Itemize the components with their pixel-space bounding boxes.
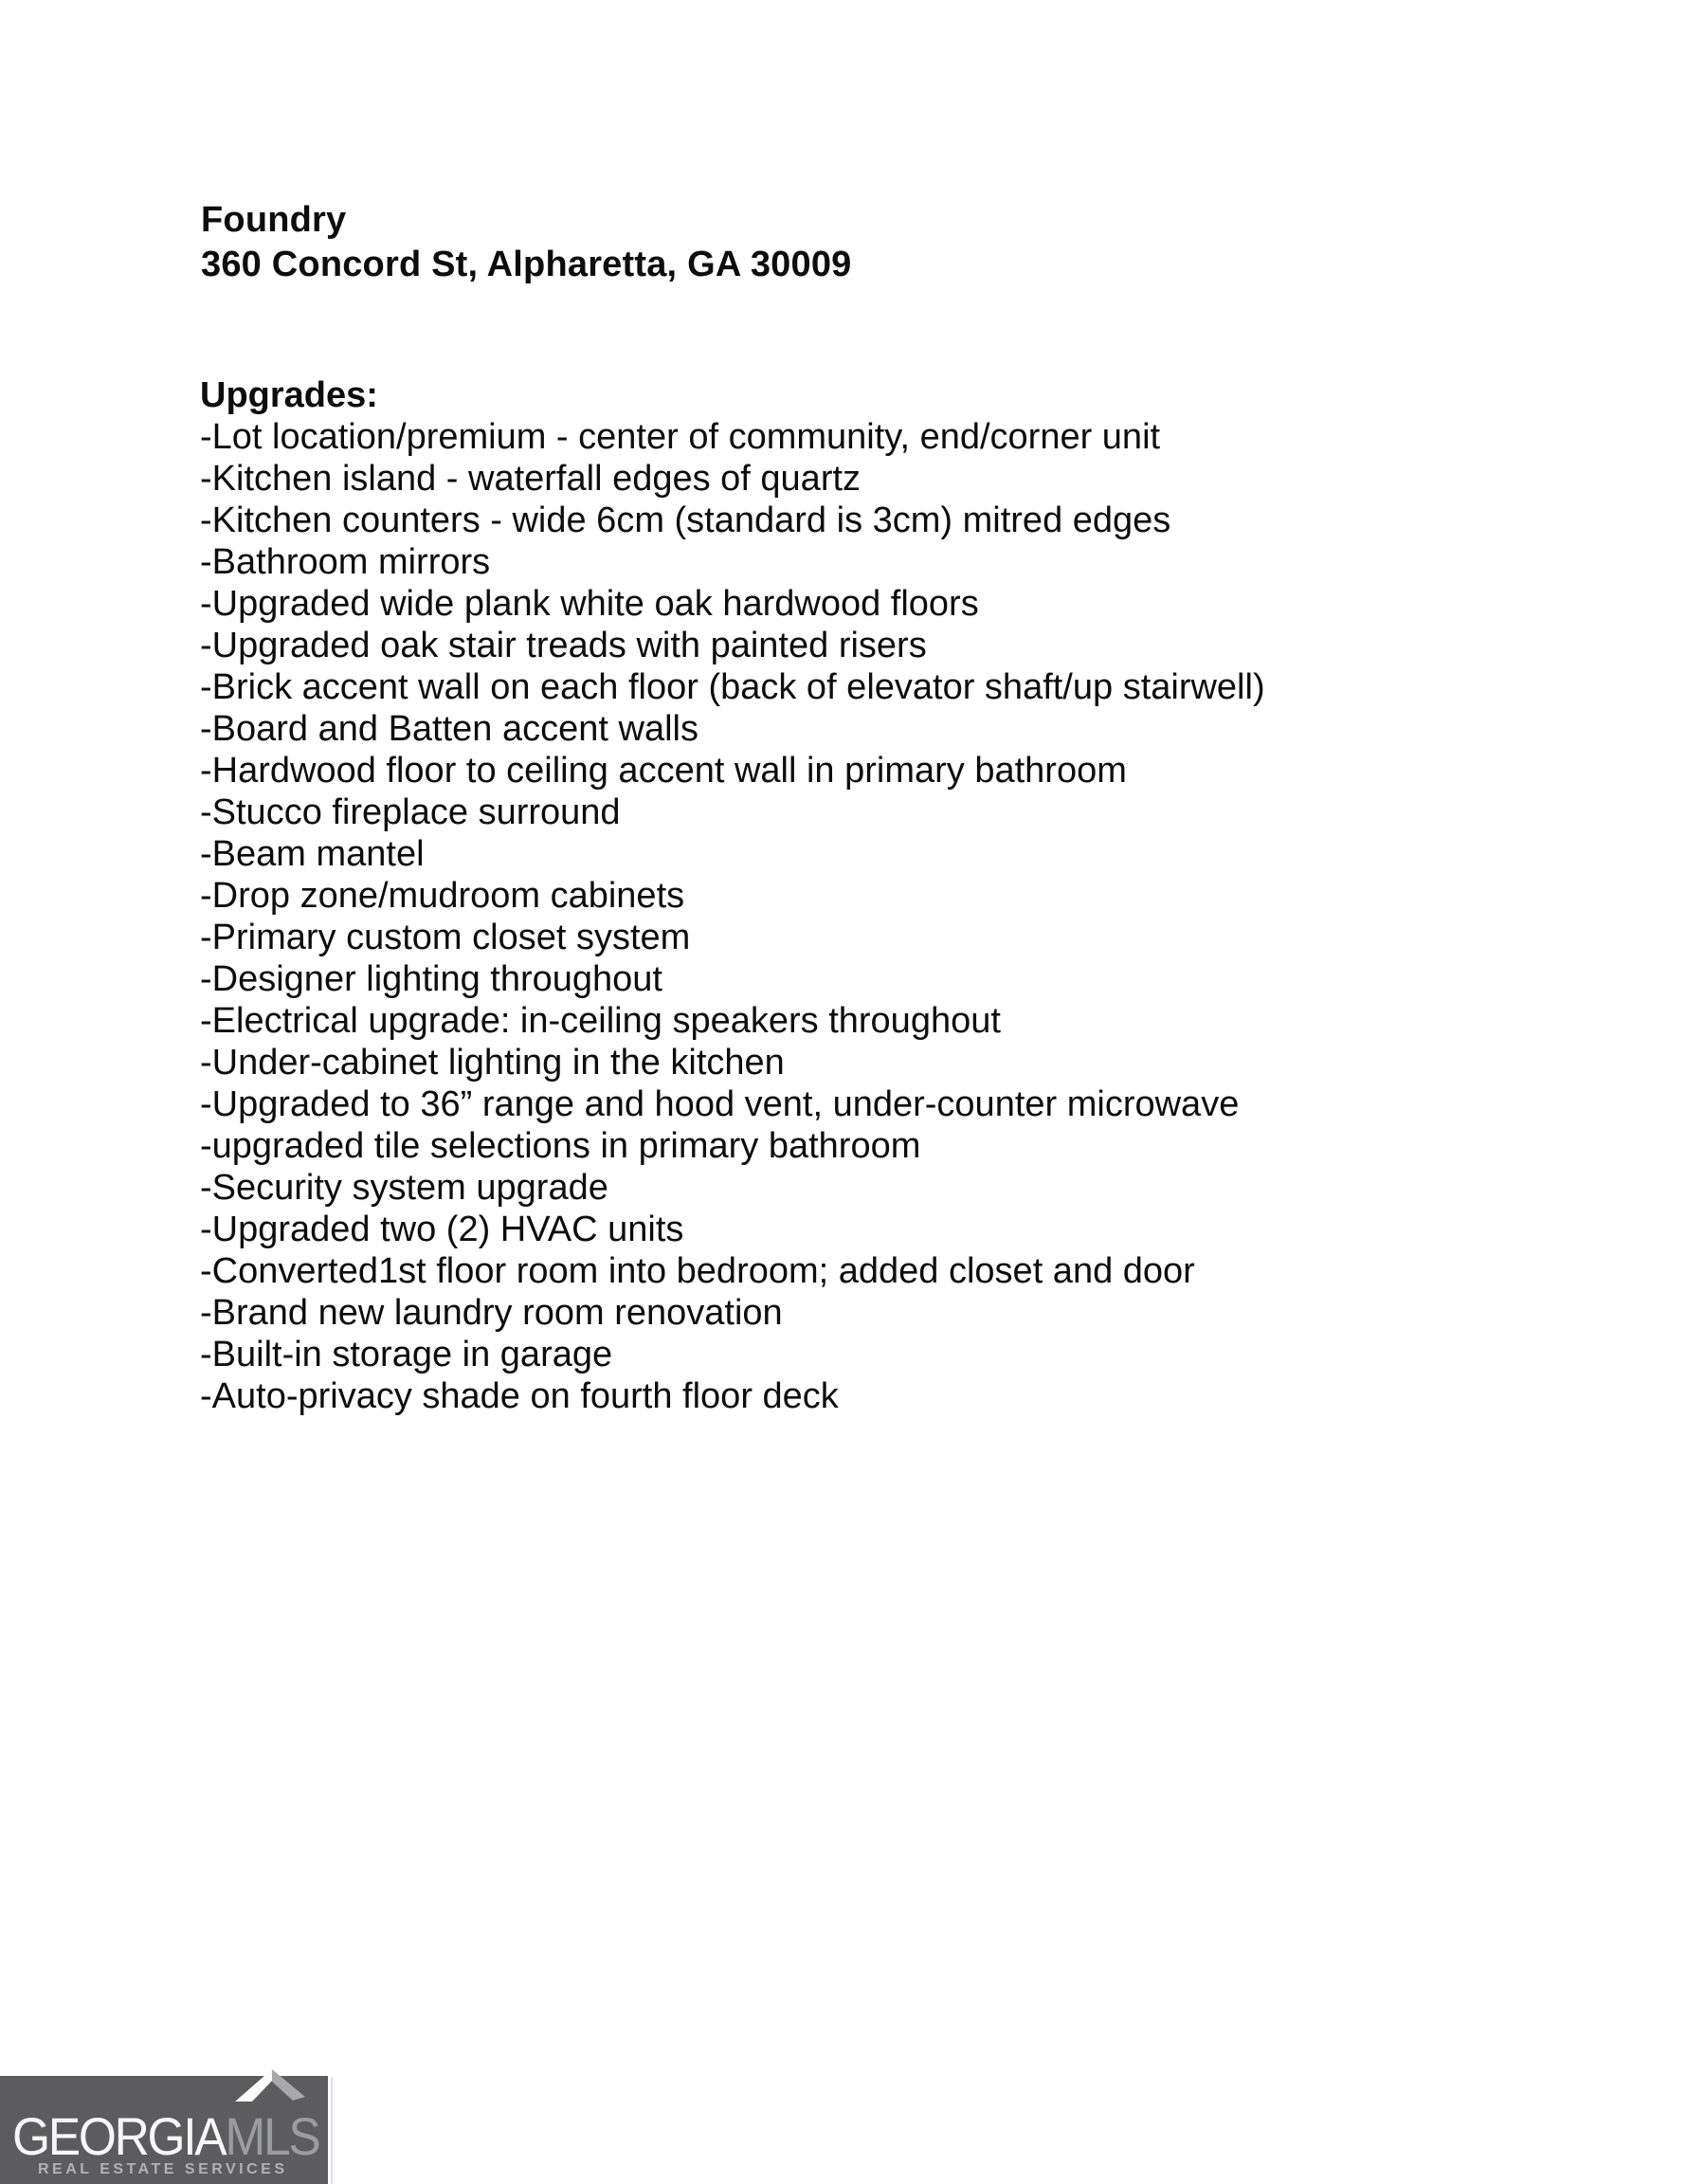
roof-icon <box>226 2066 313 2112</box>
upgrade-list-item: -Designer lighting throughout <box>200 959 662 999</box>
document-header <box>201 198 852 287</box>
upgrade-list-item: -Under-cabinet lighting in the kitchen <box>200 1043 785 1083</box>
upgrade-list-item: -Built-in storage in garage <box>200 1335 613 1374</box>
upgrade-list-item: -Bathroom mirrors <box>200 542 491 582</box>
upgrade-list-item: -Auto-privacy shade on fourth floor deck <box>200 1376 839 1416</box>
upgrade-list-item: -Upgraded to 36” range and hood vent, under-counter microwave <box>200 1084 1240 1124</box>
upgrade-list-item: -Brick accent wall on each floor (back of elevator shaft/up stairwell) <box>200 667 1265 707</box>
logo-tagline: REAL ESTATE SERVICES <box>38 2161 288 2177</box>
upgrade-list-item: -Hardwood floor to ceiling accent wall in primary bathroom <box>200 751 1127 791</box>
upgrade-list-item: -upgraded tile selections in primary bathroom <box>200 1126 921 1166</box>
property-address: 360 Concord St, Alpharetta, GA 30009 <box>201 245 852 284</box>
logo-brand-secondary: MLS <box>225 2106 319 2166</box>
upgrade-list <box>200 416 1265 1417</box>
georgia-mls-logo <box>0 2076 328 2184</box>
upgrade-list-item: -Primary custom closet system <box>200 918 691 957</box>
upgrade-list-item: -Electrical upgrade: in-ceiling speakers throughout <box>200 1001 1001 1041</box>
upgrades-heading: Upgrades: <box>200 375 378 415</box>
upgrade-list-item: -Kitchen island - waterfall edges of quartz <box>200 459 862 499</box>
upgrade-list-item: -Upgraded wide plank white oak hardwood floors <box>200 584 979 624</box>
upgrade-list-item: -Board and Batten accent walls <box>200 709 698 749</box>
upgrade-list-item: -Kitchen counters - wide 6cm (standard is 3cm) mitred edges <box>200 500 1171 540</box>
upgrade-list-item: -Converted1st floor room into bedroom; added closet and door <box>200 1251 1195 1291</box>
upgrade-list-item: -Upgraded oak stair treads with painted risers <box>200 626 927 665</box>
upgrade-list-item: -Security system upgrade <box>200 1168 608 1208</box>
upgrade-list-item: -Drop zone/mudroom cabinets <box>200 876 685 916</box>
upgrade-list-item: -Beam mantel <box>200 834 425 874</box>
upgrade-list-item: -Brand new laundry room renovation <box>200 1293 783 1333</box>
logo-brand-primary: GEORGIA <box>12 2106 226 2166</box>
scan-edge-line <box>331 2077 333 2184</box>
upgrade-list-item: -Lot location/premium - center of community, end/corner unit <box>200 417 1161 457</box>
logo-brand-text <box>12 2106 319 2166</box>
upgrade-list-item: -Upgraded two (2) HVAC units <box>200 1210 684 1249</box>
upgrades-section <box>200 374 1265 1417</box>
property-name: Foundry <box>201 200 347 240</box>
upgrade-list-item: -Stucco fireplace surround <box>200 792 621 832</box>
